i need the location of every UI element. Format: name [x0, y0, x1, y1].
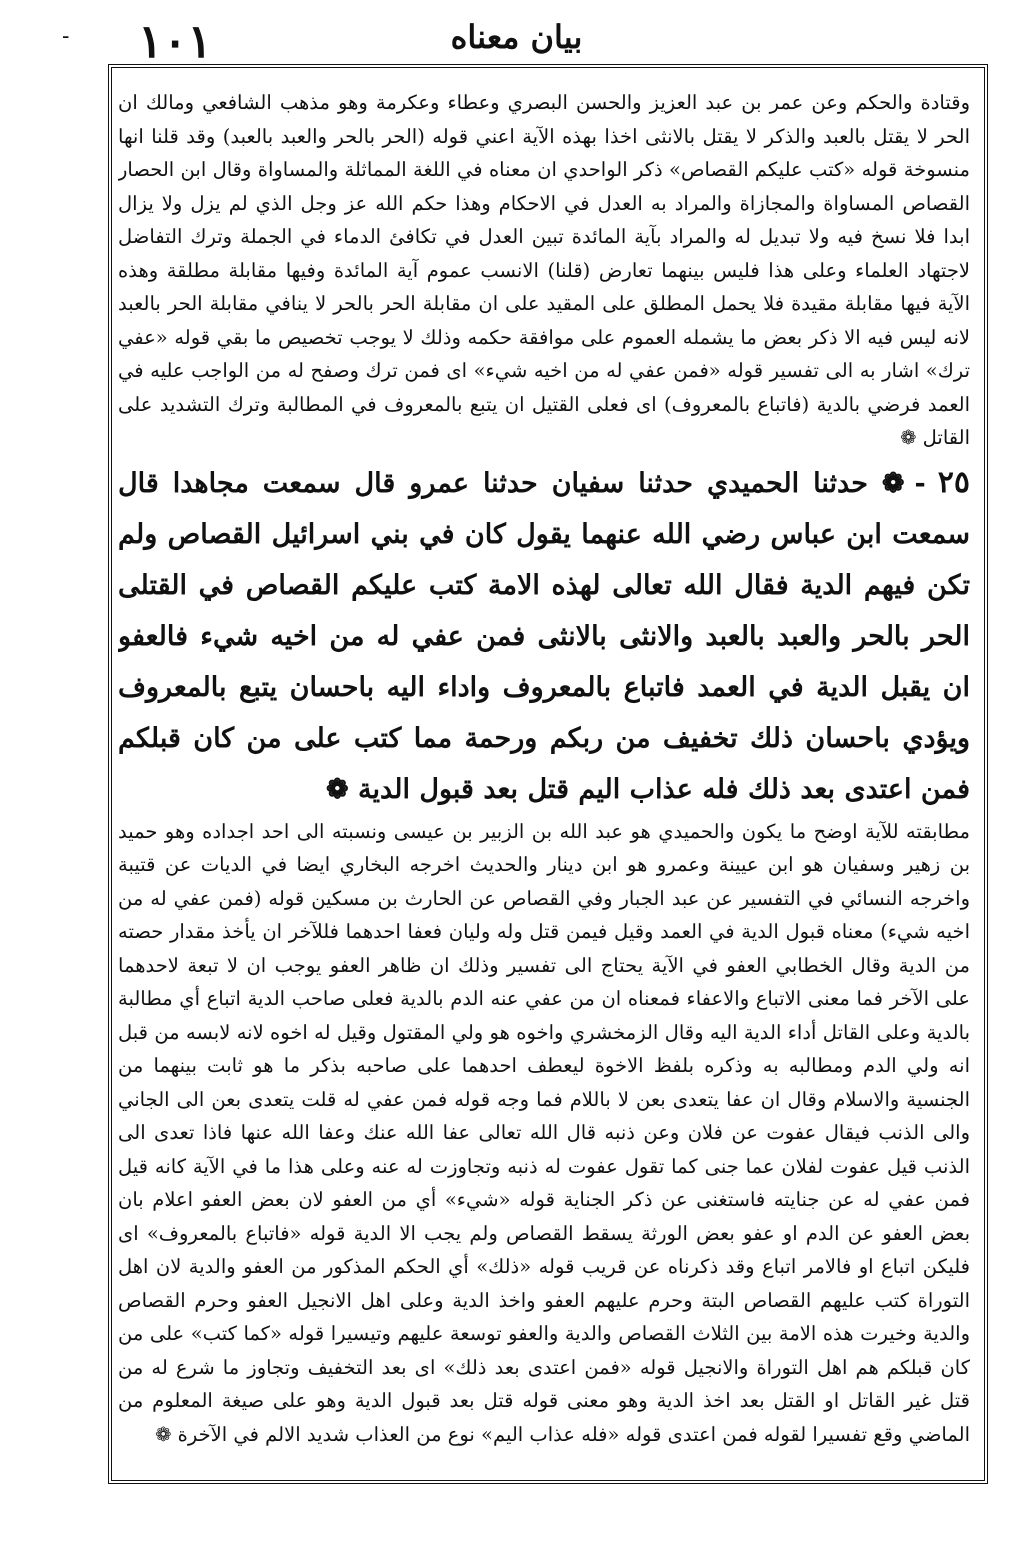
hadith-text: ❁ حدثنا الحميدي حدثنا سفيان حدثنا عمرو قال سمعت مجاهدا قال سمعت ابن عباس رضي الله عنهما يقول كان في بني اسرائيل القصاص ولم تكن فيهم الدية فقال الله تعالى لهذه الامة كتب عليكم القصاص في القتلى الحر بالحر والعبد بالعبد والانثى بالانثى فمن عفي له من اخيه شيء فالعفو ان يقبل الدية في العمد فاتباع بالمعروف واداء اليه باحسان يتبع بالمعروف ويؤدي باحسان ذلك تخفيف من ربكم ورحمة مما كتب على من كان قبلكم فمن اعتدى بعد ذلك فله عذاب اليم قتل بعد قبول الدية ❁: [118, 467, 970, 805]
hadith-text-block: [118, 457, 970, 815]
hadith-dash: -: [914, 467, 926, 499]
page-content: [118, 86, 970, 1476]
hadith-number: ٢٥: [937, 464, 970, 500]
running-title: بيان معناه: [450, 18, 583, 56]
page-number: ١٠١: [138, 14, 213, 68]
commentary-paragraph-intro: وقتادة والحكم وعن عمر بن عبد العزيز والحسن البصري وعطاء وعكرمة وهو مذهب الشافعي ومالك ان الحر لا يقتل بالعبد والذكر لا يقتل بالانثى اخذا بهذه الآية اعني قوله (الحر بالحر والعبد بالعبد) وقد قلنا انها منسوخة قوله «كتب عليكم القصاص» ذكر الواحدي ان معناه في اللغة المماثلة والمساواة وقال ابن الحصار القصاص المساواة والمجازاة والمراد به العدل في الاحكام وهذا حكم الله عز وجل الذي لم يزل ولا يزال ابدا فلا نسخ فيه ولا تبديل له والمراد بآية المائدة تبين العدل في تكافئ الدماء في الجملة وترك التفاضل لاجتهاد العلماء وعلى هذا فليس بينهما تعارض (قلنا) الانسب عموم آية المائدة وفيها مقابلة مطلقة وهذه الآية فيها مقابلة مقيدة فلا يحمل المطلق على المقيد على ان مقابلة الحر بالحر لا ينافي مقابلة الحر بالعبد لانه ليس فيه الا ذكر بعض ما يشمله العموم على موافقة حكمه وذلك لا يوجب تخصيص ما بقي قوله «عفي ترك» اشار به الى تفسير قوله «فمن عفي له من اخيه شيء» اى فمن ترك وصفح له من الواجب عليه في العمد فرضي بالدية (فاتباع بالمعروف) اى فعلى القتيل ان يتبع بالمعروف في المطالبة وترك التشديد على القاتل ❁: [118, 91, 970, 449]
page-header: [0, 0, 1033, 72]
commentary-paragraph-explanation: مطابقته للآية اوضح ما يكون والحميدي هو عبد الله بن الزبير بن عيسى ونسبته الى احد اجداده وهو حميد بن زهير وسفيان هو ابن عيينة وعمرو هو ابن دينار والحديث اخرجه البخاري ايضا في الديات عن قتيبة واخرجه النسائي في التفسير عن عبد الجبار وفي القصاص عن الحارث بن مسكين قوله (فمن عفي له من اخيه شيء) معناه قبول الدية في العمد وقيل فيمن قتل وله وليان فعفا احدهما فللآخر ان يأخذ مقدار حصته من الدية وقال الخطابي العفو في الآية يحتاج الى تفسير وذلك ان ظاهر العفو يوجب ان لا تبعة لاحدهما على الآخر فما معنى الاتباع والاعفاء فمعناه ان من عفي عنه الدم بالدية فعلى صاحب الدية اتباع أي مطالبة بالدية وعلى القاتل أداء الدية اليه وقال الزمخشري واخوه هو ولي المقتول وقيل له اخوه لانه لابسه من قبل انه ولي الدم ومطالبه به وذكره بلفظ الاخوة ليعطف احدهما على صاحبه بذكر ما هو ثابت بينهما من الجنسية والاسلام وقال ان عفا يتعدى بعن لا باللام فما وجه قوله فمن عفي له قلت يتعدى بعن الى الجاني والى الذنب فيقال عفوت عن فلان وعن ذنبه قال الله تعالى عفا الله عنك وعفا الله عنها فاذا تعدى الى الذنب قيل عفوت لفلان عما جنى كما تقول عفوت له ذنبه وتجاوزت له عنه وعلى هذا ما في الآية كانه قيل فمن عفي له عن جنايته فاستغنى عن ذكر الجناية قوله «شيء» أي من العفو لان بعض العفو اعلام بان بعض العفو عن الدم او عفو بعض الورثة يسقط القصاص ولم يجب الا الدية قوله «فاتباع بالمعروف» اى فليكن اتباع او فالامر اتباع وقد ذكرناه عن قريب قوله «ذلك» أي الحكم المذكور من العفو والدية لان اهل التوراة كتب عليهم القصاص البتة وحرم عليهم العفو واخذ الدية وعلى اهل الانجيل العفو وحرم القصاص والدية وخيرت هذه الامة بين الثلاث القصاص والدية والعفو توسعة عليهم وتيسيرا قوله «كما كتب» على من كان قبلكم هم اهل التوراة والانجيل قوله «فمن اعتدى بعد ذلك» اى بعد التخفيف وتجاوز ما شرع له من قتل غير القاتل او القتل بعد اخذ الدية وهو معنى قوله قتل بعد قبول الدية وهو على صيغة المعلوم من الماضي وقع تفسيرا لقوله فمن اعتدى قوله «فله عذاب اليم» نوع من العذاب شديد الالم في الآخرة ❁: [118, 819, 970, 1446]
corner-mark: -: [62, 24, 70, 49]
